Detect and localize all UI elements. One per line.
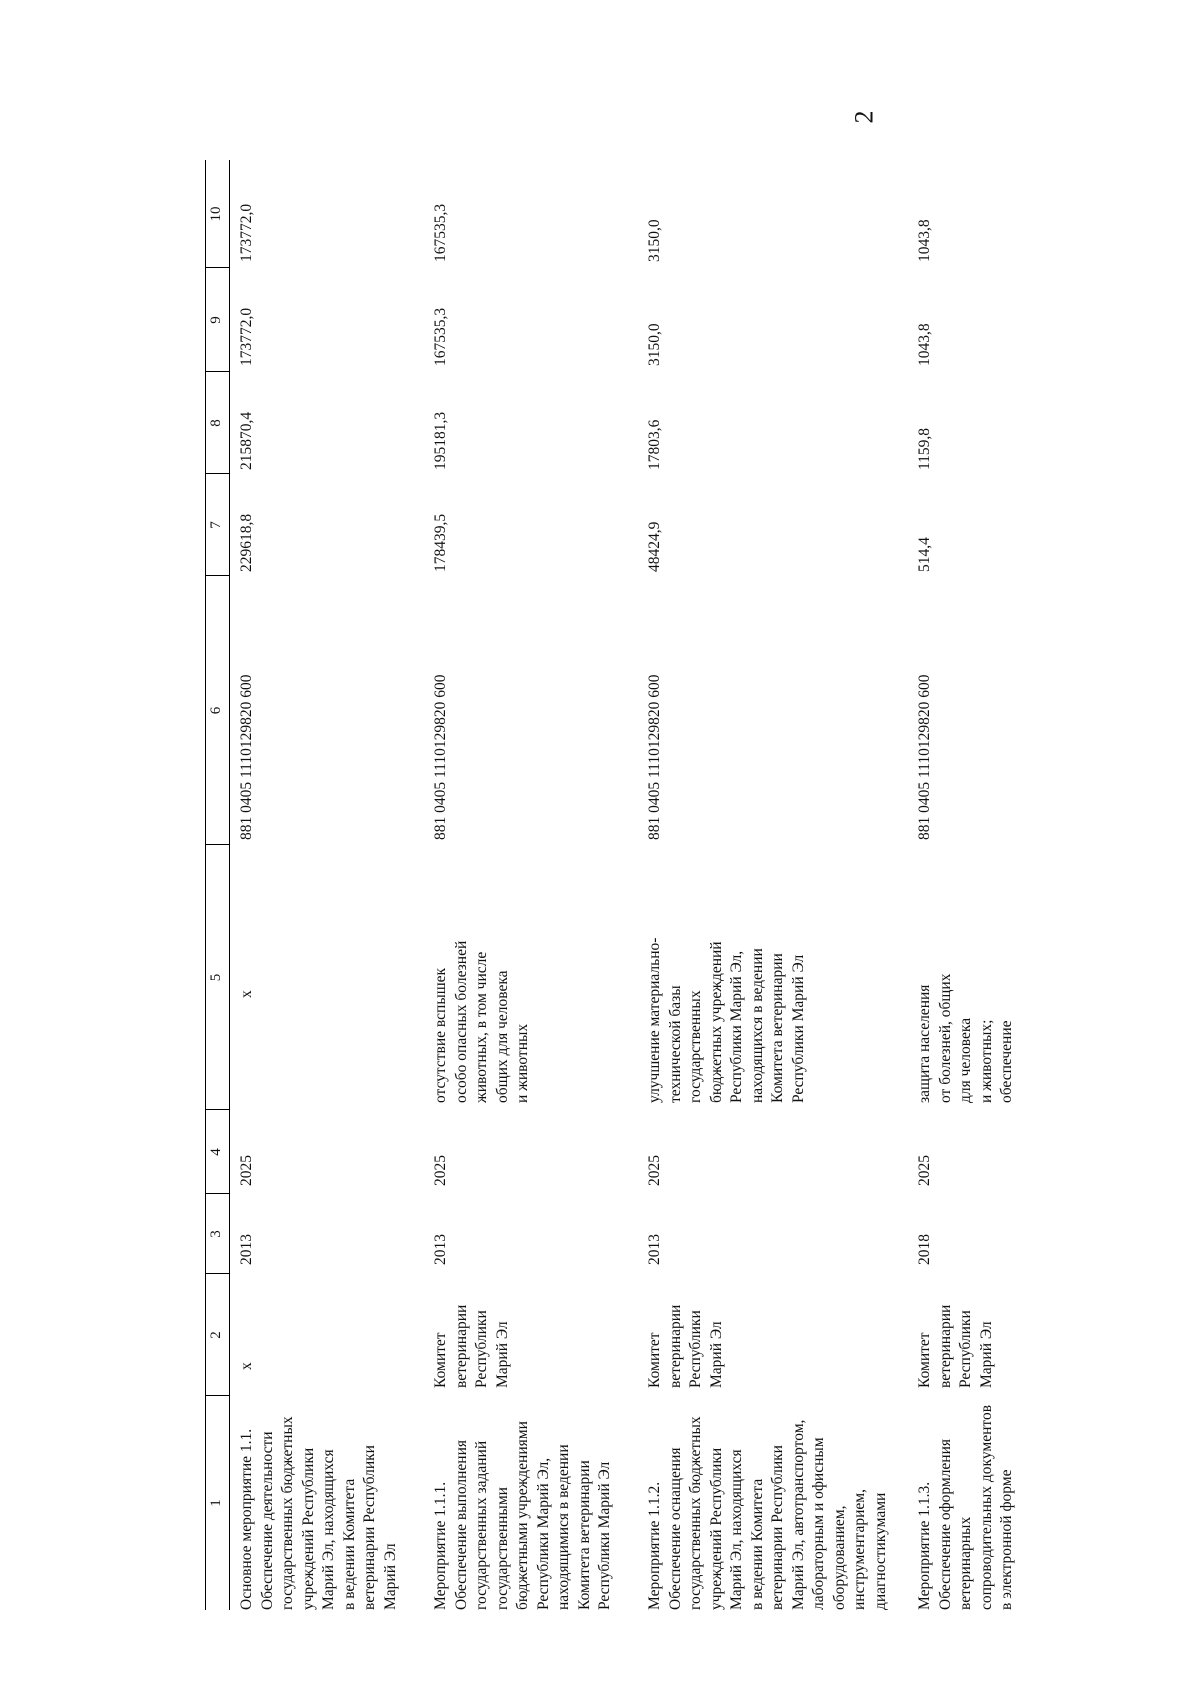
row-3-result-line: государственных [687,990,704,1103]
row-3-executor-line: ветеринарии [666,1304,684,1388]
row-3-name-line: Марий Эл, находящихся [728,1449,745,1610]
column-header-7: 7 [208,521,224,529]
column-header-5: 5 [208,973,224,982]
row-2-result-line: общих для человека [493,970,511,1103]
row-2-result-line: отсутствие вспышек [432,967,449,1103]
row-4-name-line: сопроводительных документов [977,1404,995,1610]
row-3-result [645,848,809,1103]
row-3-name-line: Обеспечение оснащения [666,1447,684,1610]
row-4-result-line: защита населения [916,984,933,1103]
row-2-result-line: особо опасных болезней [452,940,470,1103]
row-2-name-line: государственными [493,1487,511,1610]
row-2-col7: 178439,5 [432,513,449,572]
row-3-name-line: государственных бюджетных [687,1416,704,1610]
row-2-name-line: государственных заданий [473,1440,490,1610]
row-3-name-line: Мероприятие 1.1.2. [646,1481,663,1610]
row-4-end-year: 2025 [916,1155,933,1186]
row-4-executor-line: Марий Эл [977,1321,995,1388]
row-4-result-line: от болезней, общих [936,973,954,1103]
row-4-result [915,848,1018,1103]
row-4-name-line: в электронной форме [998,1469,1015,1610]
row-1-col9: 173772,0 [238,307,255,366]
column-header-4: 4 [208,1148,224,1156]
row-3-name [645,1400,891,1610]
column-header-3: 3 [208,1230,224,1238]
row-3-executor-line: Республики [687,1310,704,1388]
row-1-col10: 173772,0 [238,203,255,262]
rotated-table [205,75,1015,1610]
row-2-name-line: Республики Марий Эл, [534,1457,552,1610]
row-3-name-line: лабораторным и офисным [810,1437,827,1610]
row-4-col8: 1159,8 [916,427,933,470]
row-2-budget-code: 881 0405 1110129820 600 [432,674,449,840]
row-3-result-line: бюджетных учреждений [707,941,725,1103]
row-1-col7: 229618,8 [238,513,255,572]
row-4-name-line: ветеринарных [957,1516,974,1610]
row-1-name-line: Марий Эл, находящихся [320,1449,337,1610]
column-header-1: 1 [208,1499,224,1507]
row-4-name-line: Мероприятие 1.1.3. [916,1481,933,1610]
row-2-name-line: бюджетными учреждениями [514,1421,531,1610]
row-4-result-line: для человека [957,1017,974,1103]
row-4-name-line: Обеспечение оформления [936,1438,954,1610]
row-4-budget-code: 881 0405 1110129820 600 [916,674,933,840]
row-3-result-line: улучшение материально- [646,937,663,1103]
row-3-col7: 48424,9 [646,521,663,572]
row-2-result-line: и животных [514,1023,531,1103]
row-1-end-year: 2025 [238,1155,255,1186]
row-4-executor-line: Комитет [916,1332,933,1388]
row-1-executor [237,1270,258,1370]
row-1-start-year: 2013 [238,1234,255,1265]
row-4-name [915,1400,1018,1610]
row-1-result-line: х [238,990,255,998]
row-3-executor [645,1288,727,1388]
row-2-col9: 167535,3 [432,307,449,366]
row-2-end-year: 2025 [432,1155,449,1186]
row-4-col9: 1043,8 [916,323,933,366]
header-bottom-rule [229,160,230,1610]
row-1-executor-line: х [238,1362,255,1370]
row-3-name-line: ветеринарии Республики [769,1445,786,1610]
row-1-name-line: Марий Эл [381,1543,399,1610]
row-3-col10: 3150,0 [646,219,663,262]
column-header-6: 6 [208,706,224,715]
row-3-start-year: 2013 [646,1234,663,1265]
row-3-executor-line: Марий Эл [707,1321,725,1388]
column-header-10: 10 [208,206,224,222]
row-1-name [237,1400,401,1610]
row-1-name-line: учреждений Республики [299,1447,317,1610]
row-2-name-line: Мероприятие 1.1.1. [432,1481,449,1610]
row-2-executor-line: Марий Эл [493,1321,511,1388]
row-3-name-line: диагностикумами [871,1492,889,1610]
header-top-rule [205,160,206,1610]
row-3-name-line: в ведении Комитета [748,1478,766,1610]
row-1-budget-code: 881 0405 1110129820 600 [238,674,255,840]
row-3-result-line: Республики Марий Эл [789,954,807,1103]
row-2-name-line: Обеспечение выполнения [452,1439,470,1610]
row-3-result-line: Комитета ветеринарии [769,953,786,1103]
row-2-result [431,848,534,1103]
row-3-result-line: находящихся в ведении [748,948,766,1103]
row-1-name-line: Обеспечение деятельности [258,1431,276,1610]
row-3-name-line: учреждений Республики [707,1447,725,1610]
row-3-executor-line: Комитет [646,1332,663,1388]
row-2-result-line: животных, в том числе [473,951,490,1103]
row-4-executor [915,1288,997,1388]
row-3-name-line: инструментарием, [851,1489,868,1610]
row-2-name-line: Комитета ветеринарии [575,1460,593,1610]
row-2-executor-line: Республики [473,1310,490,1388]
row-3-budget-code: 881 0405 1110129820 600 [646,674,663,840]
row-4-col10: 1043,8 [916,219,933,262]
column-header-9: 9 [208,316,224,324]
row-3-result-line: Республики Марий Эл, [728,950,745,1103]
row-1-name-line: в ведении Комитета [340,1478,358,1610]
row-3-name-line: оборудованием, [830,1505,848,1610]
row-3-col8: 17803,6 [646,419,663,470]
row-1-name-line: ветеринарии Республики [361,1445,378,1610]
row-1-col8: 215870,4 [238,411,255,470]
row-2-name-line: находящимися в ведении [555,1444,572,1610]
row-2-executor [431,1288,513,1388]
row-3-result-line: технической базы [666,985,684,1103]
row-1-name-line: государственных бюджетных [279,1416,296,1610]
row-2-name-line: Республики Марий Эл [596,1461,613,1610]
row-3-name-line: Марий Эл, автотранспортом, [789,1419,807,1610]
row-3-end-year: 2025 [646,1155,663,1186]
row-1-name-line: Основное мероприятие 1.1. [238,1428,255,1610]
row-2-col10: 167535,3 [432,203,449,262]
row-2-start-year: 2013 [432,1234,449,1265]
column-header-8: 8 [208,419,224,427]
row-2-executor-line: ветеринарии [452,1304,470,1388]
column-header-2: 2 [208,1331,224,1339]
row-3-col9: 3150,0 [646,323,663,366]
row-2-name [431,1400,616,1610]
row-4-result-line: и животных; [977,1019,995,1103]
row-2-col8: 195181,3 [432,411,449,470]
row-2-executor-line: Комитет [432,1332,449,1388]
page-number: 2 [849,110,879,124]
row-4-executor-line: ветеринарии [936,1304,954,1388]
row-4-start-year: 2018 [916,1234,933,1265]
row-4-col7: 514,4 [916,537,933,572]
row-4-executor-line: Республики [957,1310,974,1388]
row-4-result-line: обеспечение [998,1020,1015,1103]
